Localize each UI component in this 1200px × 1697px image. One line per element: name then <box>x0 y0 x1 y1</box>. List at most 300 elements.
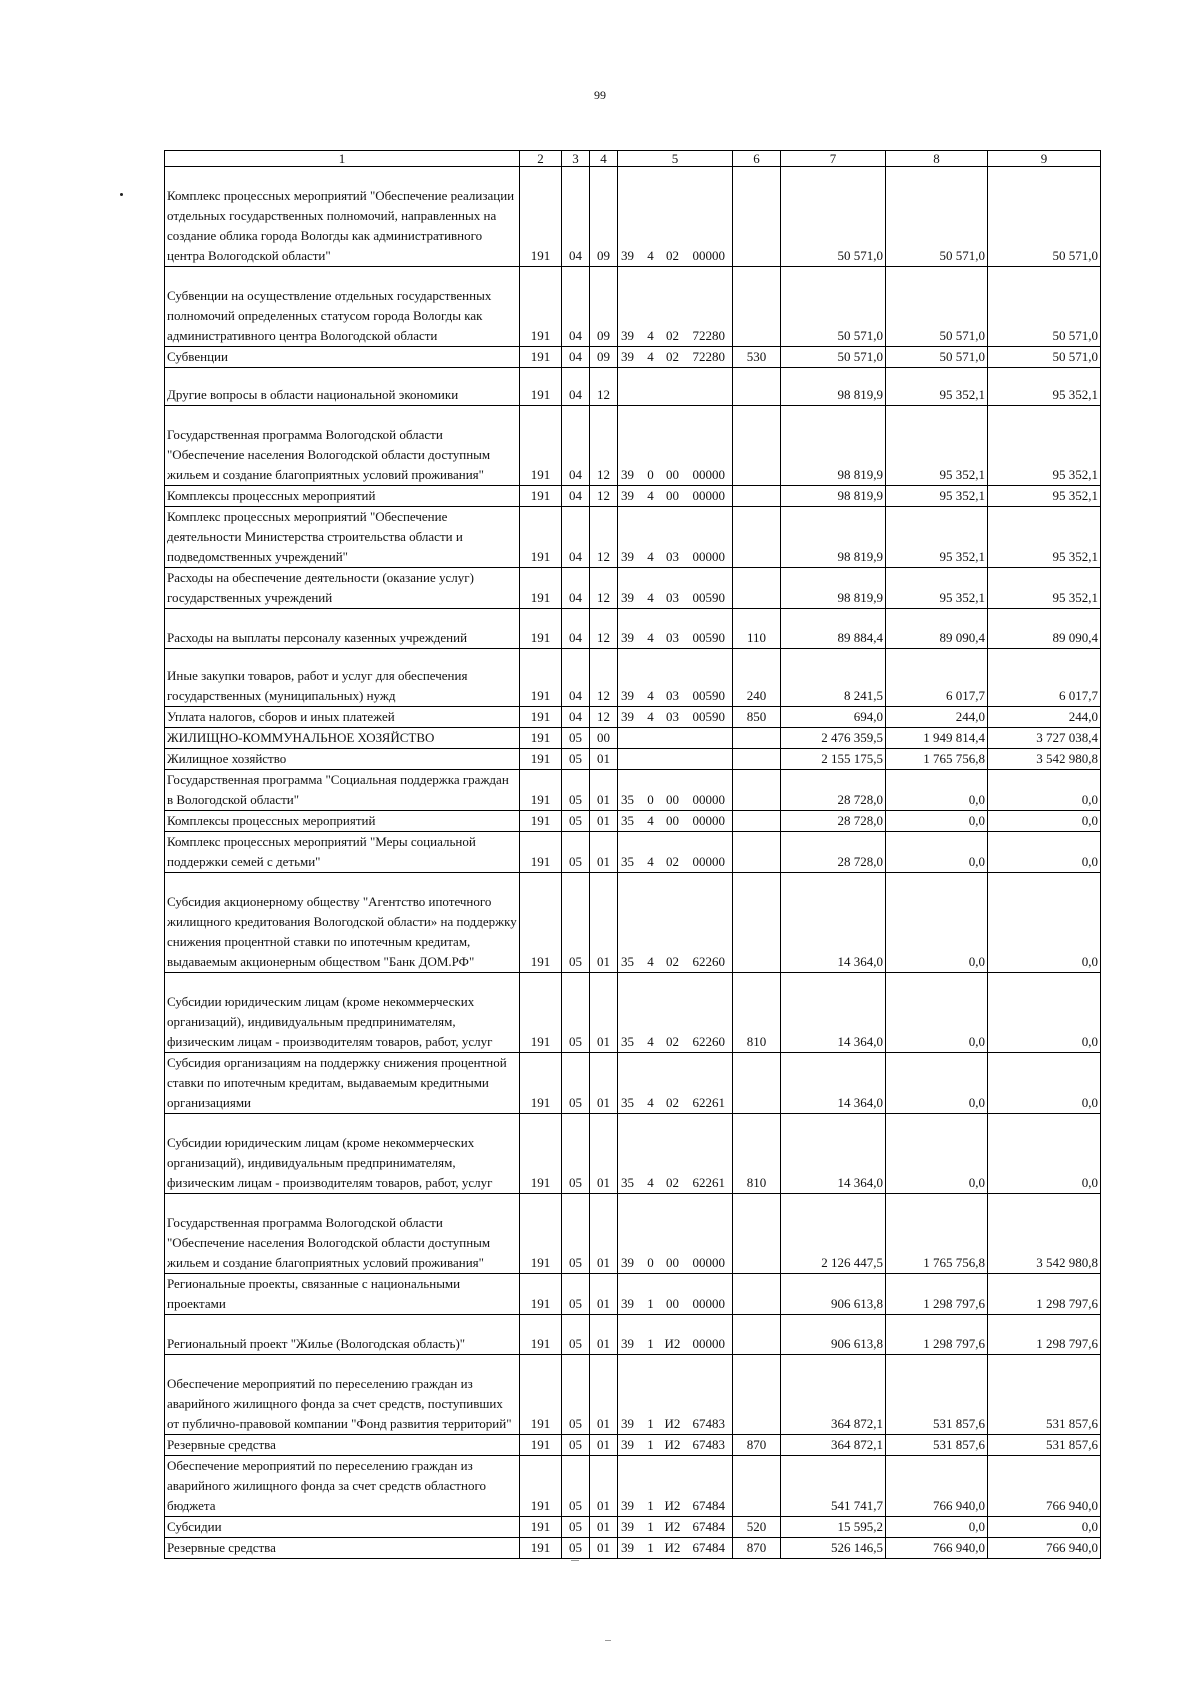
cell-c8: 0,0 <box>886 811 988 832</box>
cell-c2: 191 <box>520 1274 562 1315</box>
row-name: Жилищное хозяйство <box>165 749 520 770</box>
header-row <box>165 151 1101 167</box>
cell-c7: 98 819,9 <box>781 507 886 568</box>
cell-c4: 01 <box>590 1053 618 1114</box>
cell-c6: 810 <box>733 1114 781 1194</box>
cell-c8: 1 765 756,8 <box>886 1194 988 1274</box>
cell-c9: 3 542 980,8 <box>988 749 1101 770</box>
cell-c7: 694,0 <box>781 707 886 728</box>
cell-c2: 191 <box>520 347 562 368</box>
cell-c9: 0,0 <box>988 1114 1101 1194</box>
cell-p1: 39 <box>618 1435 642 1456</box>
cell-p3: 02 <box>660 973 686 1053</box>
cell-c2: 191 <box>520 973 562 1053</box>
cell-p2: 4 <box>642 167 660 267</box>
row-name: ЖИЛИЩНО-КОММУНАЛЬНОЕ ХОЗЯЙСТВО <box>165 728 520 749</box>
cell-c2: 191 <box>520 1053 562 1114</box>
cell-p2: 4 <box>642 811 660 832</box>
table-row <box>165 649 1101 707</box>
cell-c8: 50 571,0 <box>886 347 988 368</box>
cell-p1: 39 <box>618 486 642 507</box>
cell-c9: 0,0 <box>988 811 1101 832</box>
cell-p1: 35 <box>618 873 642 973</box>
cell-c4: 01 <box>590 1538 618 1559</box>
cell-c8: 0,0 <box>886 832 988 873</box>
cell-c7: 89 884,4 <box>781 609 886 649</box>
cell-c8: 1 765 756,8 <box>886 749 988 770</box>
cell-p1 <box>618 728 642 749</box>
cell-c8: 0,0 <box>886 1114 988 1194</box>
cell-c8: 766 940,0 <box>886 1538 988 1559</box>
cell-c8: 0,0 <box>886 1053 988 1114</box>
cell-c2: 191 <box>520 507 562 568</box>
cell-c9: 6 017,7 <box>988 649 1101 707</box>
cell-p3: 02 <box>660 832 686 873</box>
table-row <box>165 1274 1101 1315</box>
cell-c7: 50 571,0 <box>781 267 886 347</box>
cell-c6: 810 <box>733 973 781 1053</box>
cell-c8: 0,0 <box>886 1517 988 1538</box>
cell-p4: 00000 <box>686 507 733 568</box>
cell-c3: 05 <box>562 832 590 873</box>
cell-p4: 67484 <box>686 1517 733 1538</box>
cell-p3: 00 <box>660 1194 686 1274</box>
cell-c4: 01 <box>590 1456 618 1517</box>
table-row <box>165 1114 1101 1194</box>
cell-p3 <box>660 749 686 770</box>
cell-c9: 0,0 <box>988 832 1101 873</box>
row-name: Расходы на обеспечение деятельности (оказание услуг) государственных учреждений <box>165 568 520 609</box>
cell-c7: 906 613,8 <box>781 1274 886 1315</box>
cell-c2: 191 <box>520 811 562 832</box>
cell-c9: 3 542 980,8 <box>988 1194 1101 1274</box>
cell-c9: 95 352,1 <box>988 568 1101 609</box>
cell-p2: 1 <box>642 1435 660 1456</box>
cell-c7: 541 741,7 <box>781 1456 886 1517</box>
header-cell: 4 <box>590 151 618 167</box>
cell-c7: 2 476 359,5 <box>781 728 886 749</box>
cell-p2 <box>642 749 660 770</box>
cell-c6 <box>733 568 781 609</box>
table-row <box>165 406 1101 486</box>
cell-c3: 05 <box>562 1315 590 1355</box>
cell-p1: 39 <box>618 1538 642 1559</box>
cell-p4: 67484 <box>686 1456 733 1517</box>
cell-p4: 72280 <box>686 347 733 368</box>
cell-c3: 05 <box>562 749 590 770</box>
header-cell: 1 <box>165 151 520 167</box>
page-number: 99 <box>594 88 606 102</box>
cell-c4: 01 <box>590 873 618 973</box>
cell-c2: 191 <box>520 649 562 707</box>
cell-p2: 1 <box>642 1315 660 1355</box>
row-name: Субвенции <box>165 347 520 368</box>
cell-c2: 191 <box>520 707 562 728</box>
cell-p1: 39 <box>618 1194 642 1274</box>
table-row <box>165 749 1101 770</box>
cell-p3: И2 <box>660 1435 686 1456</box>
cell-p2: 1 <box>642 1517 660 1538</box>
cell-p1: 39 <box>618 1355 642 1435</box>
table-row <box>165 1517 1101 1538</box>
cell-c4: 12 <box>590 649 618 707</box>
cell-c2: 191 <box>520 1194 562 1274</box>
table-row <box>165 368 1101 406</box>
cell-p4: 00000 <box>686 1274 733 1315</box>
cell-c2: 191 <box>520 1114 562 1194</box>
row-name: Комплекс процессных мероприятий "Обеспечение реализации отдельных государственных полномочий, направленных на создание облика города Вологды как административного центра Вологодской области" <box>165 167 520 267</box>
table-row <box>165 1053 1101 1114</box>
cell-c6 <box>733 1456 781 1517</box>
table-row <box>165 507 1101 568</box>
cell-c7: 8 241,5 <box>781 649 886 707</box>
cell-c6: 870 <box>733 1538 781 1559</box>
row-name: Обеспечение мероприятий по переселению граждан из аварийного жилищного фонда за счет средств областного бюджета <box>165 1456 520 1517</box>
cell-p2: 4 <box>642 1114 660 1194</box>
cell-c8: 0,0 <box>886 873 988 973</box>
row-name: Государственная программа Вологодской области "Обеспечение населения Вологодской области доступным жильем и создание благоприятных условий проживания" <box>165 406 520 486</box>
cell-c6: 870 <box>733 1435 781 1456</box>
cell-p4: 00590 <box>686 707 733 728</box>
cell-c3: 04 <box>562 368 590 406</box>
cell-c2: 191 <box>520 749 562 770</box>
cell-c3: 05 <box>562 770 590 811</box>
cell-p4: 72280 <box>686 267 733 347</box>
cell-c9: 89 090,4 <box>988 609 1101 649</box>
cell-c9: 531 857,6 <box>988 1355 1101 1435</box>
row-name: Уплата налогов, сборов и иных платежей <box>165 707 520 728</box>
cell-c2: 191 <box>520 368 562 406</box>
cell-p1: 39 <box>618 1274 642 1315</box>
cell-p3: 03 <box>660 568 686 609</box>
cell-p1: 39 <box>618 707 642 728</box>
cell-p3: И2 <box>660 1517 686 1538</box>
cell-c9: 0,0 <box>988 973 1101 1053</box>
cell-c9: 244,0 <box>988 707 1101 728</box>
row-name: Государственная программа "Социальная поддержка граждан в Вологодской области" <box>165 770 520 811</box>
cell-c4: 09 <box>590 167 618 267</box>
table-row <box>165 347 1101 368</box>
cell-p1: 35 <box>618 973 642 1053</box>
cell-p2: 4 <box>642 609 660 649</box>
cell-p2 <box>642 368 660 406</box>
cell-c9: 95 352,1 <box>988 507 1101 568</box>
cell-c3: 05 <box>562 728 590 749</box>
cell-c2: 191 <box>520 770 562 811</box>
cell-c4: 12 <box>590 486 618 507</box>
table-row <box>165 1538 1101 1559</box>
budget-table <box>164 150 1101 1559</box>
row-name: Региональные проекты, связанные с национальными проектами <box>165 1274 520 1315</box>
cell-c9: 95 352,1 <box>988 486 1101 507</box>
cell-c4: 01 <box>590 1315 618 1355</box>
cell-c9: 95 352,1 <box>988 368 1101 406</box>
cell-c2: 191 <box>520 1538 562 1559</box>
cell-p3: 00 <box>660 811 686 832</box>
cell-c3: 04 <box>562 707 590 728</box>
table-body <box>165 167 1101 1559</box>
cell-c7: 28 728,0 <box>781 770 886 811</box>
cell-c8: 95 352,1 <box>886 568 988 609</box>
cell-p4: 62261 <box>686 1114 733 1194</box>
cell-p4: 67483 <box>686 1435 733 1456</box>
cell-c4: 01 <box>590 1114 618 1194</box>
cell-p4: 67483 <box>686 1355 733 1435</box>
row-name: Комплекс процессных мероприятий "Обеспечение деятельности Министерства строительства области и подведомственных учреждений" <box>165 507 520 568</box>
cell-c6 <box>733 749 781 770</box>
cell-c7: 98 819,9 <box>781 368 886 406</box>
row-name: Региональный проект "Жилье (Вологодская область)" <box>165 1315 520 1355</box>
cell-p3: 02 <box>660 267 686 347</box>
header-cell: 2 <box>520 151 562 167</box>
cell-c6 <box>733 1355 781 1435</box>
cell-p2: 4 <box>642 707 660 728</box>
cell-c8: 89 090,4 <box>886 609 988 649</box>
cell-c4: 12 <box>590 406 618 486</box>
cell-c9: 1 298 797,6 <box>988 1315 1101 1355</box>
cell-p4: 00000 <box>686 832 733 873</box>
cell-c7: 50 571,0 <box>781 347 886 368</box>
cell-c3: 04 <box>562 267 590 347</box>
row-name: Резервные средства <box>165 1538 520 1559</box>
cell-p3: 00 <box>660 1274 686 1315</box>
cell-c4: 12 <box>590 368 618 406</box>
cell-p2: 1 <box>642 1274 660 1315</box>
cell-p2: 1 <box>642 1538 660 1559</box>
cell-c7: 50 571,0 <box>781 167 886 267</box>
cell-p2: 4 <box>642 1053 660 1114</box>
table-row <box>165 728 1101 749</box>
cell-c3: 04 <box>562 347 590 368</box>
cell-p1: 35 <box>618 832 642 873</box>
cell-c7: 2 126 447,5 <box>781 1194 886 1274</box>
cell-c3: 04 <box>562 609 590 649</box>
cell-c6 <box>733 1053 781 1114</box>
cell-p2: 4 <box>642 973 660 1053</box>
row-name: Субсидия акционерному обществу "Агентство ипотечного жилищного кредитования Вологодской области» на поддержку снижения процентной ставки по ипотечным кредитам, выдаваемым акционерным обществом "Банк ДОМ.РФ" <box>165 873 520 973</box>
cell-p3 <box>660 728 686 749</box>
cell-p3: 02 <box>660 1053 686 1114</box>
cell-p4: 00590 <box>686 649 733 707</box>
table-row <box>165 832 1101 873</box>
table-row <box>165 707 1101 728</box>
cell-c3: 05 <box>562 1194 590 1274</box>
cell-c2: 191 <box>520 167 562 267</box>
cell-c7: 526 146,5 <box>781 1538 886 1559</box>
cell-p1 <box>618 749 642 770</box>
cell-p3: 02 <box>660 1114 686 1194</box>
cell-c7: 14 364,0 <box>781 873 886 973</box>
cell-c3: 05 <box>562 1456 590 1517</box>
cell-c2: 191 <box>520 832 562 873</box>
cell-p4: 67484 <box>686 1538 733 1559</box>
cell-c6: 850 <box>733 707 781 728</box>
table-row <box>165 486 1101 507</box>
cell-p3: 00 <box>660 486 686 507</box>
cell-p2: 4 <box>642 832 660 873</box>
cell-c2: 191 <box>520 728 562 749</box>
cell-p4: 00000 <box>686 1315 733 1355</box>
cell-c6 <box>733 406 781 486</box>
cell-c6 <box>733 368 781 406</box>
cell-c3: 05 <box>562 1517 590 1538</box>
cell-c7: 906 613,8 <box>781 1315 886 1355</box>
cell-c6 <box>733 770 781 811</box>
cell-c6 <box>733 873 781 973</box>
cell-c6 <box>733 728 781 749</box>
row-name: Обеспечение мероприятий по переселению граждан из аварийного жилищного фонда за счет средств, поступивших от публично-правовой компании "Фонд развития территорий" <box>165 1355 520 1435</box>
cell-c3: 04 <box>562 568 590 609</box>
cell-c3: 05 <box>562 973 590 1053</box>
table-row <box>165 770 1101 811</box>
cell-c6 <box>733 167 781 267</box>
row-name: Субсидии юридическим лицам (кроме некоммерческих организаций), индивидуальным предпринимателям, физическим лицам - производителям товаров, работ, услуг <box>165 1114 520 1194</box>
row-name: Резервные средства <box>165 1435 520 1456</box>
cell-p4: 62260 <box>686 973 733 1053</box>
cell-c4: 00 <box>590 728 618 749</box>
cell-p4 <box>686 728 733 749</box>
cell-c9: 3 727 038,4 <box>988 728 1101 749</box>
cell-c6 <box>733 1274 781 1315</box>
table-row <box>165 873 1101 973</box>
cell-c9: 766 940,0 <box>988 1538 1101 1559</box>
cell-c7: 14 364,0 <box>781 1114 886 1194</box>
cell-c8: 531 857,6 <box>886 1435 988 1456</box>
cell-c4: 01 <box>590 811 618 832</box>
row-name: Расходы на выплаты персоналу казенных учреждений <box>165 609 520 649</box>
cell-c3: 05 <box>562 1538 590 1559</box>
cell-c2: 191 <box>520 406 562 486</box>
header-cell: 7 <box>781 151 886 167</box>
cell-p2: 4 <box>642 507 660 568</box>
cell-c4: 01 <box>590 749 618 770</box>
cell-c7: 364 872,1 <box>781 1435 886 1456</box>
table-row <box>165 609 1101 649</box>
cell-p1: 39 <box>618 649 642 707</box>
cell-c4: 01 <box>590 1274 618 1315</box>
row-name: Субсидии юридическим лицам (кроме некоммерческих организаций), индивидуальным предпринимателям, физическим лицам - производителям товаров, работ, услуг <box>165 973 520 1053</box>
cell-c7: 98 819,9 <box>781 568 886 609</box>
cell-p1: 39 <box>618 406 642 486</box>
table-row <box>165 167 1101 267</box>
cell-c6 <box>733 507 781 568</box>
cell-c7: 2 155 175,5 <box>781 749 886 770</box>
cell-p3: 02 <box>660 347 686 368</box>
cell-p2: 1 <box>642 1355 660 1435</box>
row-name: Субсидии <box>165 1517 520 1538</box>
cell-c8: 50 571,0 <box>886 267 988 347</box>
cell-p3 <box>660 368 686 406</box>
cell-p3: 03 <box>660 707 686 728</box>
cell-p1 <box>618 368 642 406</box>
cell-c4: 09 <box>590 347 618 368</box>
cell-c2: 191 <box>520 568 562 609</box>
cell-p4 <box>686 749 733 770</box>
row-name: Комплекс процессных мероприятий "Меры социальной поддержки семей с детьми" <box>165 832 520 873</box>
header-cell: 9 <box>988 151 1101 167</box>
cell-c9: 1 298 797,6 <box>988 1274 1101 1315</box>
cell-p3: 03 <box>660 609 686 649</box>
cell-c8: 50 571,0 <box>886 167 988 267</box>
cell-p1: 39 <box>618 1456 642 1517</box>
cell-p4: 00590 <box>686 568 733 609</box>
cell-c8: 95 352,1 <box>886 406 988 486</box>
cell-c9: 50 571,0 <box>988 347 1101 368</box>
cell-c7: 14 364,0 <box>781 973 886 1053</box>
cell-c4: 01 <box>590 1355 618 1435</box>
table-row <box>165 568 1101 609</box>
cell-p1: 35 <box>618 811 642 832</box>
cell-c9: 0,0 <box>988 873 1101 973</box>
table-row <box>165 973 1101 1053</box>
cell-c9: 95 352,1 <box>988 406 1101 486</box>
cell-c2: 191 <box>520 609 562 649</box>
cell-p1: 39 <box>618 347 642 368</box>
cell-c6 <box>733 486 781 507</box>
cell-c4: 09 <box>590 267 618 347</box>
cell-p1: 35 <box>618 1114 642 1194</box>
cell-p2: 4 <box>642 267 660 347</box>
cell-c8: 1 949 814,4 <box>886 728 988 749</box>
cell-p3: 03 <box>660 649 686 707</box>
cell-c2: 191 <box>520 267 562 347</box>
cell-p3: И2 <box>660 1538 686 1559</box>
cell-c6: 530 <box>733 347 781 368</box>
cell-c4: 12 <box>590 568 618 609</box>
cell-c8: 95 352,1 <box>886 368 988 406</box>
cell-c2: 191 <box>520 873 562 973</box>
cell-c4: 01 <box>590 973 618 1053</box>
cell-c7: 98 819,9 <box>781 486 886 507</box>
header-cell: 6 <box>733 151 781 167</box>
cell-p1: 39 <box>618 507 642 568</box>
cell-p4: 00000 <box>686 486 733 507</box>
cell-c4: 01 <box>590 770 618 811</box>
cell-p2: 4 <box>642 486 660 507</box>
cell-c8: 1 298 797,6 <box>886 1315 988 1355</box>
cell-c4: 12 <box>590 507 618 568</box>
cell-c9: 50 571,0 <box>988 167 1101 267</box>
cell-c6 <box>733 267 781 347</box>
cell-c6: 240 <box>733 649 781 707</box>
cell-c4: 01 <box>590 1194 618 1274</box>
row-name: Иные закупки товаров, работ и услуг для обеспечения государственных (муниципальных) нужд <box>165 649 520 707</box>
cell-c8: 766 940,0 <box>886 1456 988 1517</box>
cell-c3: 05 <box>562 1053 590 1114</box>
cell-p3: 00 <box>660 406 686 486</box>
cell-c4: 01 <box>590 1435 618 1456</box>
table-row <box>165 1315 1101 1355</box>
header-cell: 8 <box>886 151 988 167</box>
cell-p1: 39 <box>618 609 642 649</box>
cell-p4: 00000 <box>686 406 733 486</box>
row-name: Государственная программа Вологодской области "Обеспечение населения Вологодской области доступным жильем и создание благоприятных условий проживания" <box>165 1194 520 1274</box>
cell-p4: 00000 <box>686 811 733 832</box>
cell-p2: 4 <box>642 568 660 609</box>
cell-p4: 00000 <box>686 770 733 811</box>
cell-p4: 62260 <box>686 873 733 973</box>
row-name: Субсидия организациям на поддержку снижения процентной ставки по ипотечным кредитам, выдаваемым кредитными организациями <box>165 1053 520 1114</box>
cell-p1: 35 <box>618 1053 642 1114</box>
cell-c3: 05 <box>562 873 590 973</box>
cell-c9: 0,0 <box>988 770 1101 811</box>
cell-p4: 62261 <box>686 1053 733 1114</box>
cell-c6: 110 <box>733 609 781 649</box>
cell-p3: И2 <box>660 1355 686 1435</box>
cell-p3: И2 <box>660 1456 686 1517</box>
cell-p3: 03 <box>660 507 686 568</box>
cell-p2: 4 <box>642 649 660 707</box>
